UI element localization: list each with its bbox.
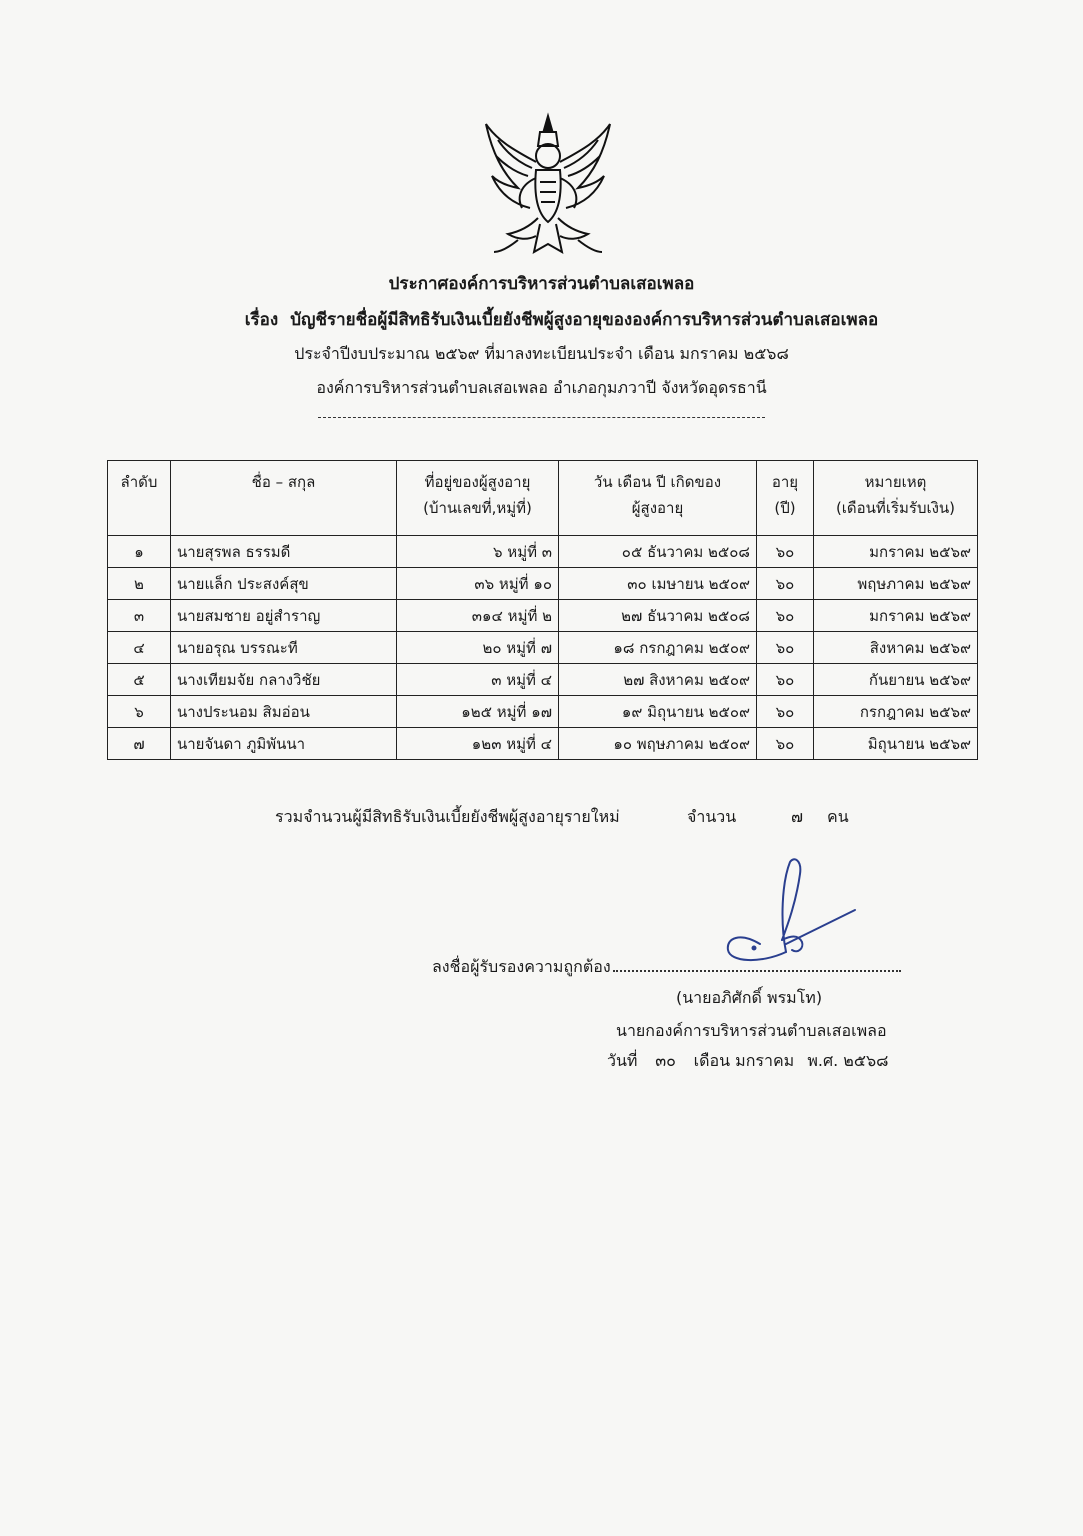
row-age: ๖๐ — [757, 536, 814, 568]
row-dob: ๑๘ กรกฎาคม ๒๕๐๙ — [559, 632, 757, 664]
row-dob: ๑๐ พฤษภาคม ๒๕๐๙ — [559, 728, 757, 760]
row-no: ๗ — [108, 728, 171, 760]
date-month: มกราคม — [735, 1051, 795, 1070]
organization-location-line: องค์การบริหารส่วนตำบลเสอเพลอ อำเภอกุมภวาปี จังหวัดอุดรธานี — [316, 378, 767, 397]
header-age — [757, 461, 814, 536]
date-line — [607, 1049, 888, 1074]
subject-label: เรื่อง — [244, 310, 279, 330]
header-dob-line1: วัน เดือน ปี เกิดของ — [593, 473, 722, 491]
table-row — [108, 632, 978, 664]
garuda-emblem-icon — [478, 112, 618, 262]
row-note: มิถุนายน ๒๕๖๙ — [814, 728, 978, 760]
beneficiary-table — [107, 460, 978, 760]
row-note: มกราคม ๒๕๖๙ — [814, 600, 978, 632]
row-dob: ๒๗ ธันวาคม ๒๕๐๘ — [559, 600, 757, 632]
row-address: ๑๒๕ หมู่ที่ ๑๗ — [397, 696, 559, 728]
row-no: ๕ — [108, 664, 171, 696]
header-dob — [559, 461, 757, 536]
announcement-subject — [20, 306, 1083, 333]
row-no: ๒ — [108, 568, 171, 600]
row-age: ๖๐ — [757, 696, 814, 728]
row-no: ๖ — [108, 696, 171, 728]
row-address: ๓๖ หมู่ที่ ๑๐ — [397, 568, 559, 600]
row-name: นางเทียมจัย กลางวิชัย — [171, 664, 397, 696]
summary-count-label: จำนวน — [687, 807, 737, 826]
row-age: ๖๐ — [757, 664, 814, 696]
date-day: ๓๐ — [655, 1051, 676, 1070]
header-name: ชื่อ – สกุล — [171, 461, 397, 536]
row-dob: ๒๗ สิงหาคม ๒๕๐๙ — [559, 664, 757, 696]
dashed-divider — [318, 417, 765, 418]
header-note-line2: (เดือนที่เริ่มรับเงิน) — [835, 499, 956, 517]
date-year-label: พ.ศ. — [807, 1051, 839, 1070]
row-note: มกราคม ๒๕๖๙ — [814, 536, 978, 568]
row-dob: ๐๕ ธันวาคม ๒๕๐๘ — [559, 536, 757, 568]
summary-count: ๗ — [790, 807, 804, 826]
sign-label: ลงชื่อผู้รับรองความถูกต้อง — [432, 957, 611, 976]
date-month-label: เดือน — [693, 1051, 731, 1070]
signer-name: (นายอภิศักดิ์ พรมโท) — [676, 988, 823, 1007]
row-name: นายจันดา ภูมิพันนา — [171, 728, 397, 760]
header-address-line1: ที่อยู่ของผู้สูงอายุ — [424, 473, 531, 491]
subject-text: บัญชีรายชื่อผู้มีสิทธิรับเงินเบี้ยยังชีพผู้สูงอายุขององค์การบริหารส่วนตำบลเสอเพลอ — [290, 310, 879, 330]
date-year: ๒๕๖๘ — [843, 1051, 889, 1070]
row-name: นายอรุณ บรรณะที — [171, 632, 397, 664]
row-no: ๑ — [108, 536, 171, 568]
table-row — [108, 568, 978, 600]
row-note: กรกฎาคม ๒๕๖๙ — [814, 696, 978, 728]
row-age: ๖๐ — [757, 600, 814, 632]
row-address: ๑๒๓ หมู่ที่ ๔ — [397, 728, 559, 760]
table-row — [108, 664, 978, 696]
summary-unit: คน — [827, 807, 849, 826]
summary-label: รวมจำนวนผู้มีสิทธิรับเงินเบี้ยยังชีพผู้สูงอายุรายใหม่ — [275, 807, 620, 826]
table-row — [108, 728, 978, 760]
table-row — [108, 600, 978, 632]
row-address: ๓๑๔ หมู่ที่ ๒ — [397, 600, 559, 632]
row-name: นางประนอม สิมอ่อน — [171, 696, 397, 728]
fiscal-year-line: ประจำปีงบประมาณ ๒๕๖๙ ที่มาลงทะเบียนประจำ เดือน มกราคม ๒๕๖๘ — [294, 344, 789, 363]
header-note — [814, 461, 978, 536]
table-row — [108, 696, 978, 728]
row-age: ๖๐ — [757, 632, 814, 664]
signer-position: นายกองค์การบริหารส่วนตำบลเสอเพลอ — [616, 1021, 887, 1040]
announcement-title: ประกาศองค์การบริหารส่วนตำบลเสอเพลอ — [388, 274, 695, 294]
row-name: นายสมชาย อยู่สำราญ — [171, 600, 397, 632]
header-dob-line2: ผู้สูงอายุ — [631, 499, 684, 517]
row-address: ๓ หมู่ที่ ๔ — [397, 664, 559, 696]
row-address: ๒๐ หมู่ที่ ๗ — [397, 632, 559, 664]
row-note: กันยายน ๒๕๖๙ — [814, 664, 978, 696]
handwritten-signature — [690, 852, 865, 982]
header-age-line2: (ปี) — [774, 499, 796, 517]
row-dob: ๓๐ เมษายน ๒๕๐๙ — [559, 568, 757, 600]
row-note: สิงหาคม ๒๕๖๙ — [814, 632, 978, 664]
row-no: ๓ — [108, 600, 171, 632]
row-age: ๖๐ — [757, 568, 814, 600]
row-name: นายแล็ก ประสงค์สุข — [171, 568, 397, 600]
row-dob: ๑๙ มิถุนายน ๒๕๐๙ — [559, 696, 757, 728]
row-note: พฤษภาคม ๒๕๖๙ — [814, 568, 978, 600]
row-no: ๔ — [108, 632, 171, 664]
header-note-line1: หมายเหตุ — [864, 473, 927, 491]
row-age: ๖๐ — [757, 728, 814, 760]
row-address: ๖ หมู่ที่ ๓ — [397, 536, 559, 568]
table-header-row — [108, 461, 978, 536]
header-age-line1: อายุ — [771, 473, 799, 491]
table-row — [108, 536, 978, 568]
summary-line — [275, 805, 849, 830]
header-no: ลำดับ — [108, 461, 171, 536]
row-name: นายสุรพล ธรรมดี — [171, 536, 397, 568]
header-address-line2: (บ้านเลขที่,หมู่ที่) — [423, 499, 532, 517]
header-address — [397, 461, 559, 536]
date-day-label: วันที่ — [607, 1051, 638, 1070]
